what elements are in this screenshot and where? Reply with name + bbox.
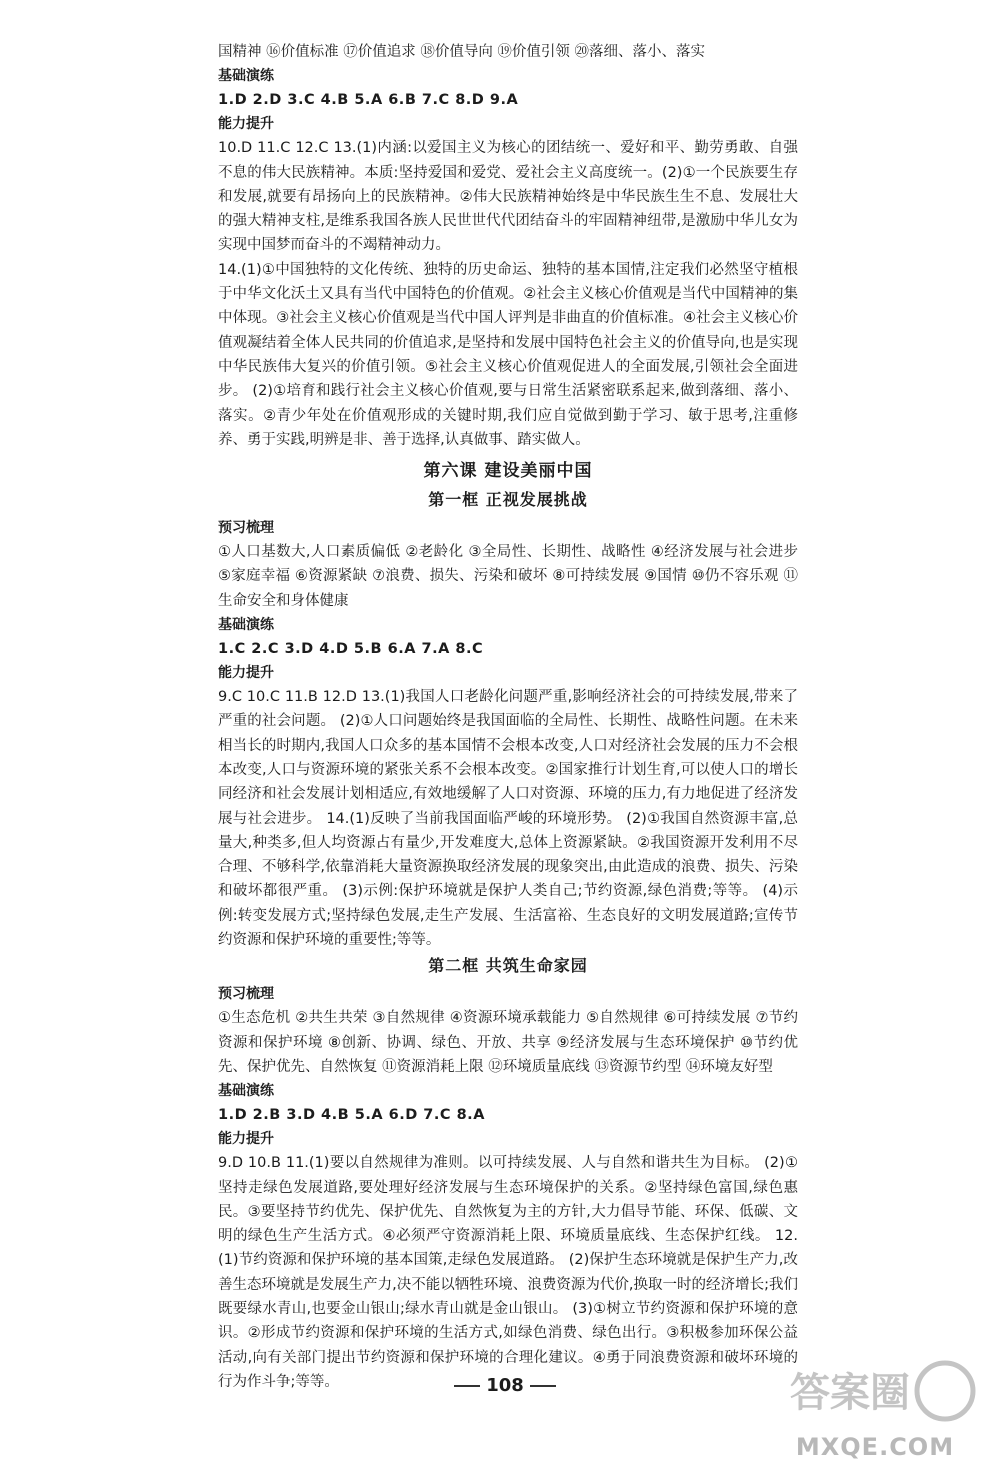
section1-preview-label: 预习梳理 [218,520,274,537]
block1-basic-answers: 1.D 2.D 3.C 4.B 5.A 6.B 7.C 8.D 9.A [218,92,519,109]
block1-ability-text: 10.D 11.C 12.C 13.(1)内涵:以爱国主义为核心的团结统一、爱好和平、勤劳勇敢、自强不息的伟大民族精神。本质:坚持爱国和爱党、爱社会主义高度统一。(2)①一个民族要生存和发展,就要有昂扬向上的民族精神。②伟大民族精神始终是中华民族生生不息、发展壮大的强大精神支柱,是维系我国各族人民世世代代团结奋斗的牢固精神纽带,是激励中华儿女为实现中国梦而奋斗的不竭精神动力。 [218,140,798,254]
block1-ability-label: 能力提升 [218,116,274,133]
section2-preview-text: ①生态危机 ②共生共荣 ③自然规律 ④资源环境承载能力 ⑤自然规律 ⑥可持续发展 ⑦节约资源和保护环境 ⑧创新、协调、绿色、开放、共享 ⑨经济发展与生态环境保护 ⑩节约优先、保护优先、自然恢复 ⑪资源消耗上限 ⑫环境质量底线 ⑬资源节约型 ⑭环境友好型 [218,1010,798,1075]
section1-basic-label: 基础演练 [218,617,274,634]
section2-basic-label: 基础演练 [218,1083,274,1100]
block1-q14-text: 14.(1)①中国独特的文化传统、独特的历史命运、独特的基本国情,注定我们必然坚守植根于中华文化沃土又具有当代中国特色的价值观。②社会主义核心价值观是当代中国精神的集中体现。③社会主义核心价值观是当代中国人评判是非曲直的价值标准。④社会主义核心价值观凝结着全体人民共同的价值追求,是坚持和发展中国特色社会主义的价值导向,也是实现中华民族伟大复兴的价值引领。⑤社会主义核心价值观促进人的全面发展,引领社会全面进步。 (2)①培育和践行社会主义核心价值观,要与日常生活紧密联系起来,做到落细、落小、落实。②青少年处在价值观形成的关键时期,我们应自觉做到勤于学习、敏于思考,注重修养、勇于实践,明辨是非、善于选择,认真做事、踏实做人。 [218,261,798,448]
answer-page-content [218,40,798,1394]
section2-title: 第二框 共筑生命家园 [428,956,588,976]
section2-ability-label: 能力提升 [218,1131,274,1148]
watermark-logo-icon [770,1351,980,1431]
block1-intro: 国精神 ⑯价值标准 ⑰价值追求 ⑱价值导向 ⑲价值引领 ⑳落细、落小、落实 [218,44,706,60]
page-number-value: 108 [486,1375,524,1396]
watermark [770,1351,980,1461]
page-number-dash-right [530,1385,556,1387]
section1-ability-text: 9.C 10.C 11.B 12.D 13.(1)我国人口老龄化问题严重,影响经济社会的可持续发展,带来了严重的社会问题。 (2)①人口问题始终是我国面临的全局性、长期性、战略性问题。在未来相当长的时期内,我国人口众多的基本国情不会根本改变,人口对经济社会发展的压力不会根本改变,人口与资源环境的紧张关系不会根本改变。②国家推行计划生育,可以使人口的增长同经济和社会发展计划相适应,有效地缓解了人口对资源、环境的压力,有力地促进了经济发展与社会进步。 14.(1)反映了当前我国面临严峻的环境形势。 (2)①我国自然资源丰富,总量大,种类多,但人均资源占有量少,开发难度大,总体上资源紧缺。②我国资源开发利用不尽合理、不够科学,依靠消耗大量资源换取经济发展的现象突出,由此造成的浪费、损失、污染和破坏都很严重。 (3)示例:保护环境就是保护人类自己;节约资源,绿色消费;等等。 (4)示例:转变发展方式;坚持绿色发展,走生产发展、生活富裕、生态良好的文明发展道路;宣传节约资源和保护环境的重要性;等等。 [218,689,798,949]
watermark-url: MXQE.COM [795,1433,955,1461]
block1-basic-label: 基础演练 [218,68,274,85]
section1-basic-answers: 1.C 2.C 3.D 4.D 5.B 6.A 7.A 8.C [218,641,484,658]
chapter-title: 第六课 建设美丽中国 [423,461,593,482]
section1-ability-label: 能力提升 [218,665,274,682]
page-number [440,1375,570,1396]
page-number-dash-left [454,1385,480,1387]
section2-ability-text: 9.D 10.B 11.(1)要以自然规律为准则。以可持续发展、人与自然和谐共生为目标。 (2)①坚持走绿色发展道路,要处理好经济发展与生态环境保护的关系。②坚持绿色富国,绿色惠民。③要坚持节约优先、保护优先、自然恢复为主的方针,大力倡导节能、环保、低碳、文明的绿色生产生活方式。④必须严守资源消耗上限、环境质量底线、生态保护红线。 12.(1)节约资源和保护环境的基本国策,走绿色发展道路。 (2)保护生态环境就是保护生产力,改善生态环境就是发展生产力,决不能以牺牲环境、浪费资源为代价,换取一时的经济增长;我们既要绿水青山,也要金山银山;绿水青山就是金山银山。 (3)①树立节约资源和保护环境的意识。②形成节约资源和保护环境的生活方式,如绿色消费、绿色出行。③积极参加环保公益活动,向有关部门提出节约资源和保护环境的合理化建议。④勇于同浪费资源和破坏环境的行为作斗争;等等。 [218,1155,798,1390]
section1-title: 第一框 正视发展挑战 [428,490,588,510]
section1-preview-text: ①人口基数大,人口素质偏低 ②老龄化 ③全局性、长期性、战略性 ④经济发展与社会进步 ⑤家庭幸福 ⑥资源紧缺 ⑦浪费、损失、污染和破坏 ⑧可持续发展 ⑨国情 ⑩仍不容乐观 ⑪生命安全和身体健康 [218,544,798,609]
section2-basic-answers: 1.D 2.B 3.D 4.B 5.A 6.D 7.C 8.A [218,1107,485,1124]
section2-preview-label: 预习梳理 [218,986,274,1003]
watermark-logo-text: 答案圈 [790,1370,910,1416]
